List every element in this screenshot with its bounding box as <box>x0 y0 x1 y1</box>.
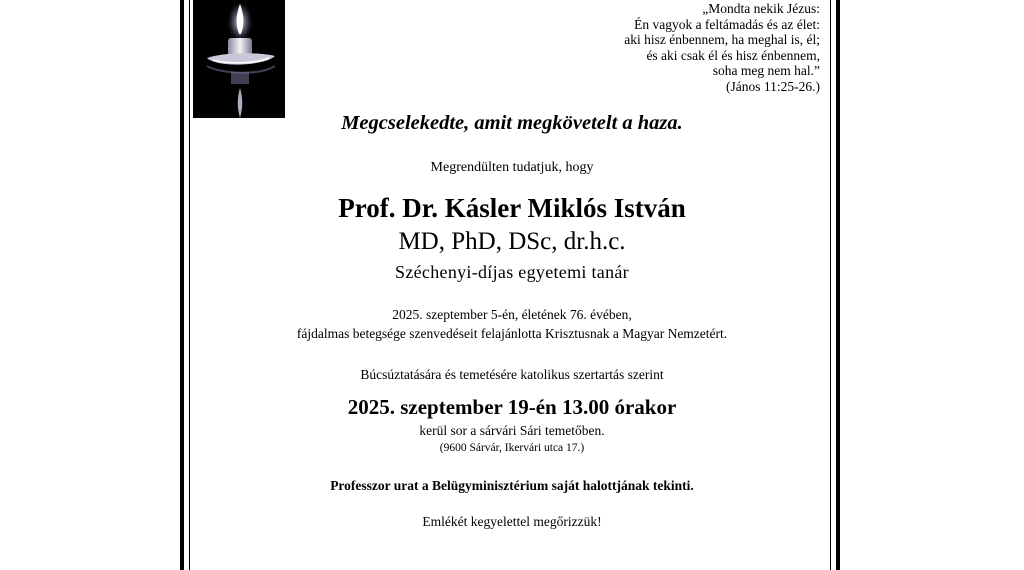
quote-line: és aki csak él és hisz énbennem, <box>646 47 820 63</box>
death-description-line: fájdalmas betegsége szenvedéseit felajánlotta Krisztusnak a Magyar Nemzetért. <box>296 326 728 341</box>
candle-image <box>193 0 285 118</box>
death-date-line: 2025. szeptember 5-én, életének 76. évében, <box>392 307 632 322</box>
quote-line: „Mondta nekik Jézus: <box>702 1 820 16</box>
quote-line: aki hisz énbennem, ha meghal is, él; <box>624 32 820 48</box>
quote-reference: (János 11:25-26.) <box>726 78 820 94</box>
intro-text: Megrendülten tudatjuk, hogy <box>430 160 594 175</box>
memory-statement: Emlékét kegyelettel megőrizzük! <box>422 514 602 529</box>
funeral-place: kerül sor a sárvári Sári temetőben. <box>419 423 605 438</box>
funeral-address: (9600 Sárvár, Ikervári utca 17.) <box>439 442 585 454</box>
ministry-statement: Professzor urat a Belügyminisztérium saját halottjának tekinti. <box>330 478 694 493</box>
bible-quote <box>560 1 820 95</box>
candle-icon <box>193 0 285 118</box>
motto: Megcselekedte, amit megkövetelt a haza. <box>341 112 683 134</box>
ceremony-line: Búcsúztatására és temetésére katolikus szertartás szerint <box>360 367 664 382</box>
quote-line: soha meg nem hal.” <box>712 63 820 79</box>
quote-line: Én vagyok a feltámadás és az élet: <box>634 16 820 32</box>
academic-titles: MD, PhD, DSc, dr.h.c. <box>398 228 626 255</box>
funeral-datetime: 2025. szeptember 19-én 13.00 órakor <box>347 395 677 419</box>
award-title: Széchenyi-díjas egyetemi tanár <box>395 262 629 282</box>
deceased-name: Prof. Dr. Kásler Miklós István <box>338 193 686 223</box>
